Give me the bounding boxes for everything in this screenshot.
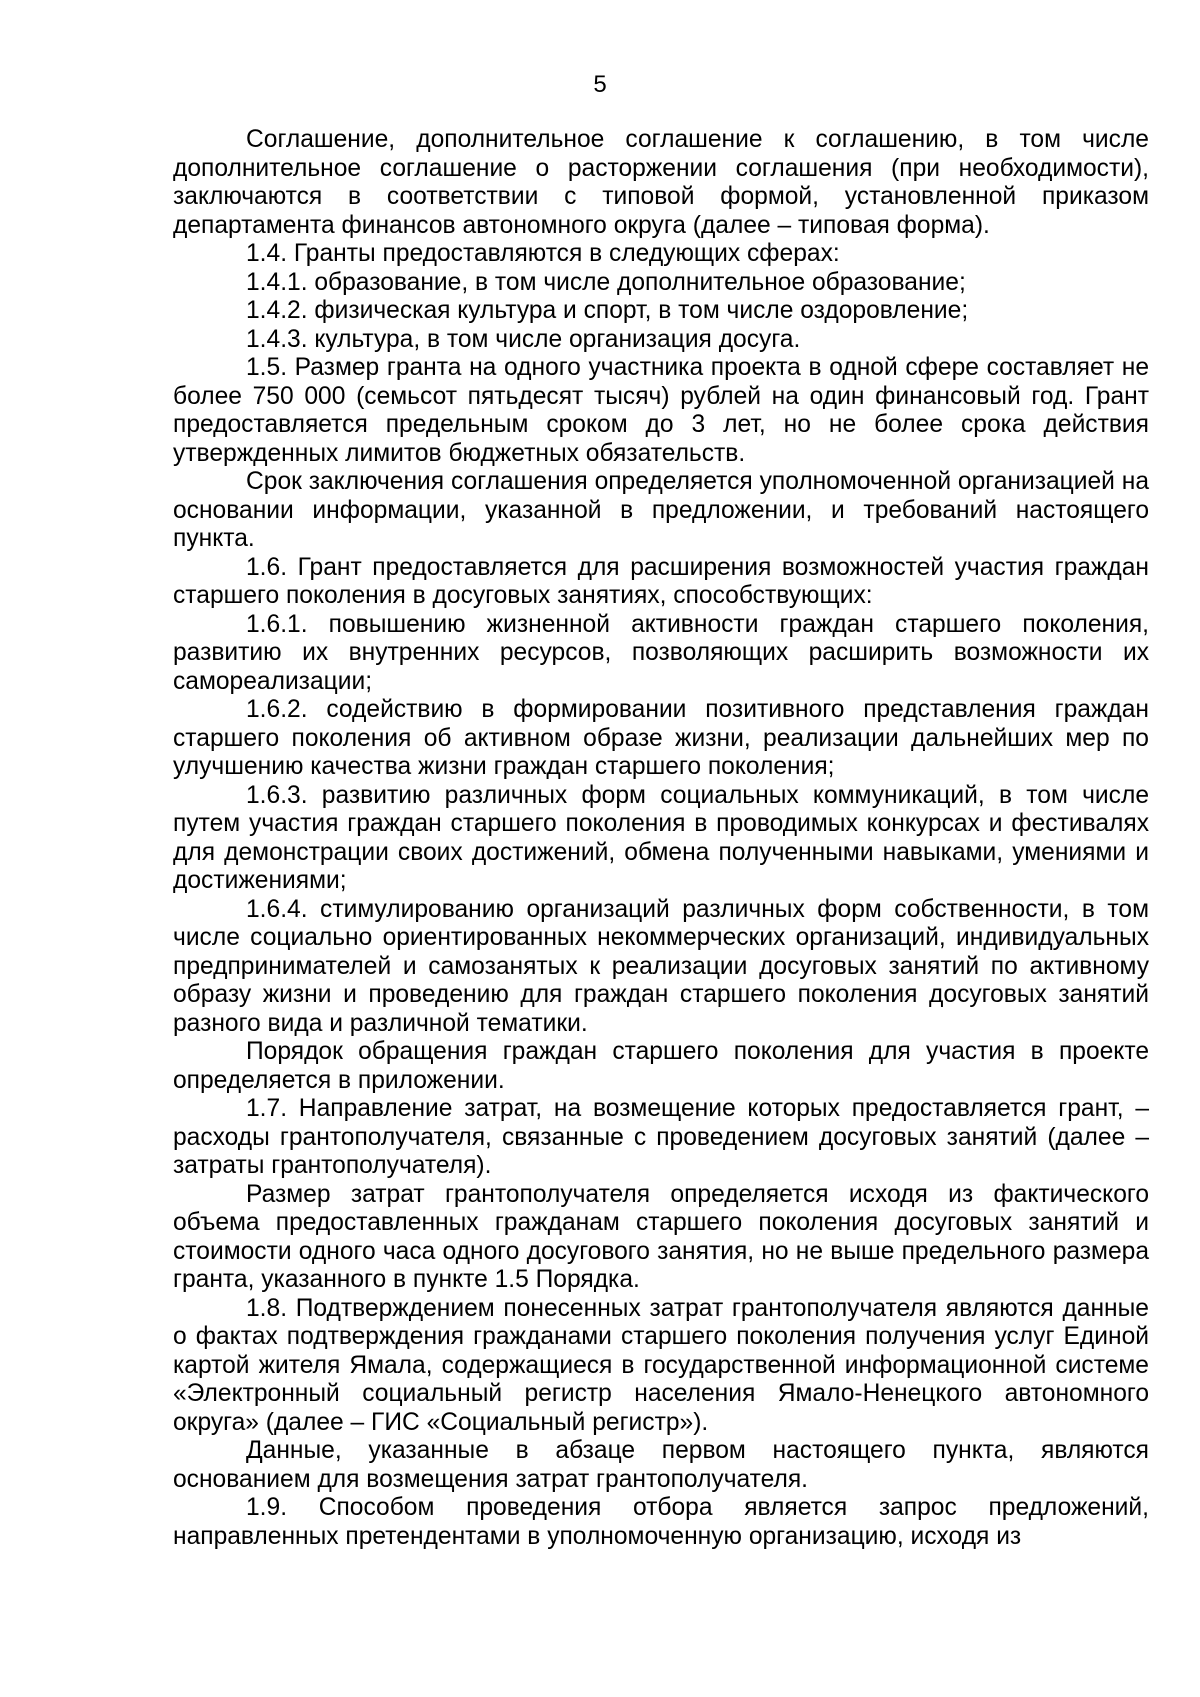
paragraph-1-6: 1.6. Грант предоставляется для расширения возможностей участия граждан старшего поколения в досуговых занятиях, способствующих: <box>173 553 1149 609</box>
paragraph-1-4-3: 1.4.3. культура, в том числе организация досуга. <box>246 325 801 353</box>
paragraph-1-4-1: 1.4.1. образование, в том числе дополнительное образование; <box>246 268 966 296</box>
paragraph-reimbursement-basis: Данные, указанные в абзаце первом настоящего пункта, являются основанием для возмещения затрат грантополучателя. <box>173 1437 1149 1493</box>
document-body <box>173 126 1149 1551</box>
paragraph-1-9: 1.9. Способом проведения отбора является запрос предложений, направленных претендентами в уполномоченную организацию, исходя из <box>173 1494 1149 1550</box>
paragraph-cost-amount: Размер затрат грантополучателя определяется исходя из фактического объема предоставленных гражданам старшего поколения досуговых занятий и стоимости одного часа одного досугового занятия, но не выше предельного размера гранта, указанного в пункте 1.5 Порядка. <box>173 1180 1149 1293</box>
paragraph-1-6-3: 1.6.3. развитию различных форм социальных коммуникаций, в том числе путем участия граждан старшего поколения в проводимых конкурсах и фестивалях для демонстрации своих достижений, обмена полученными навыками, умениями и достижениями; <box>173 781 1149 894</box>
paragraph-application-procedure: Порядок обращения граждан старшего поколения для участия в проекте определяется в приложении. <box>173 1038 1149 1094</box>
paragraph-agreement-term: Срок заключения соглашения определяется уполномоченной организацией на основании информации, указанной в предложении, и требований настоящего пункта. <box>173 468 1149 552</box>
paragraph-1-4-2: 1.4.2. физическая культура и спорт, в том числе оздоровление; <box>246 297 969 324</box>
paragraph-1-6-2: 1.6.2. содействию в формировании позитивного представления граждан старшего поколения об активном образе жизни, реализации дальнейших мер по улучшению качества жизни граждан старшего поколения; <box>173 696 1149 780</box>
paragraph-1-6-4: 1.6.4. стимулированию организаций различных форм собственности, в том числе социально ориентированных некоммерческих организаций, индивидуальных предпринимателей и самозанятых к реализации досуговых занятий по активному образу жизни и проведению для граждан старшего поколения досуговых занятий разного вида и различной тематики. <box>173 895 1149 1037</box>
paragraph-agreement-form: Соглашение, дополнительное соглашение к соглашению, в том числе дополнительное соглашение о расторжении соглашения (при необходимости), заключаются в соответствии с типовой формой, установленной приказом департамента финансов автономного округа (далее – типовая форма). <box>173 126 1149 239</box>
paragraph-1-5: 1.5. Размер гранта на одного участника проекта в одной сфере составляет не более 750 000 (семьсот пятьдесят тысяч) рублей на один финансовый год. Грант предоставляется предельным сроком до 3 лет, но не более срока действия утвержденных лимитов бюджетных обязательств. <box>173 354 1149 467</box>
paragraph-1-4: 1.4. Гранты предоставляются в следующих сферах: <box>246 240 840 267</box>
paragraph-1-7: 1.7. Направление затрат, на возмещение которых предоставляется грант, – расходы грантополучателя, связанные с проведением досуговых занятий (далее – затраты грантополучателя). <box>173 1095 1149 1179</box>
paragraph-1-6-1: 1.6.1. повышению жизненной активности граждан старшего поколения, развитию их внутренних ресурсов, позволяющих расширить возможности их самореализации; <box>173 610 1149 695</box>
paragraph-1-8: 1.8. Подтверждением понесенных затрат грантополучателя являются данные о фактах подтверждения гражданами старшего поколения получения услуг Единой картой жителя Ямала, содержащиеся в государственной информационной системе «Электронный социальный регистр населения Ямало-Ненецкого автономного округа» (далее – ГИС «Социальный регистр»). <box>173 1294 1149 1436</box>
page-number: 5 <box>593 71 607 98</box>
